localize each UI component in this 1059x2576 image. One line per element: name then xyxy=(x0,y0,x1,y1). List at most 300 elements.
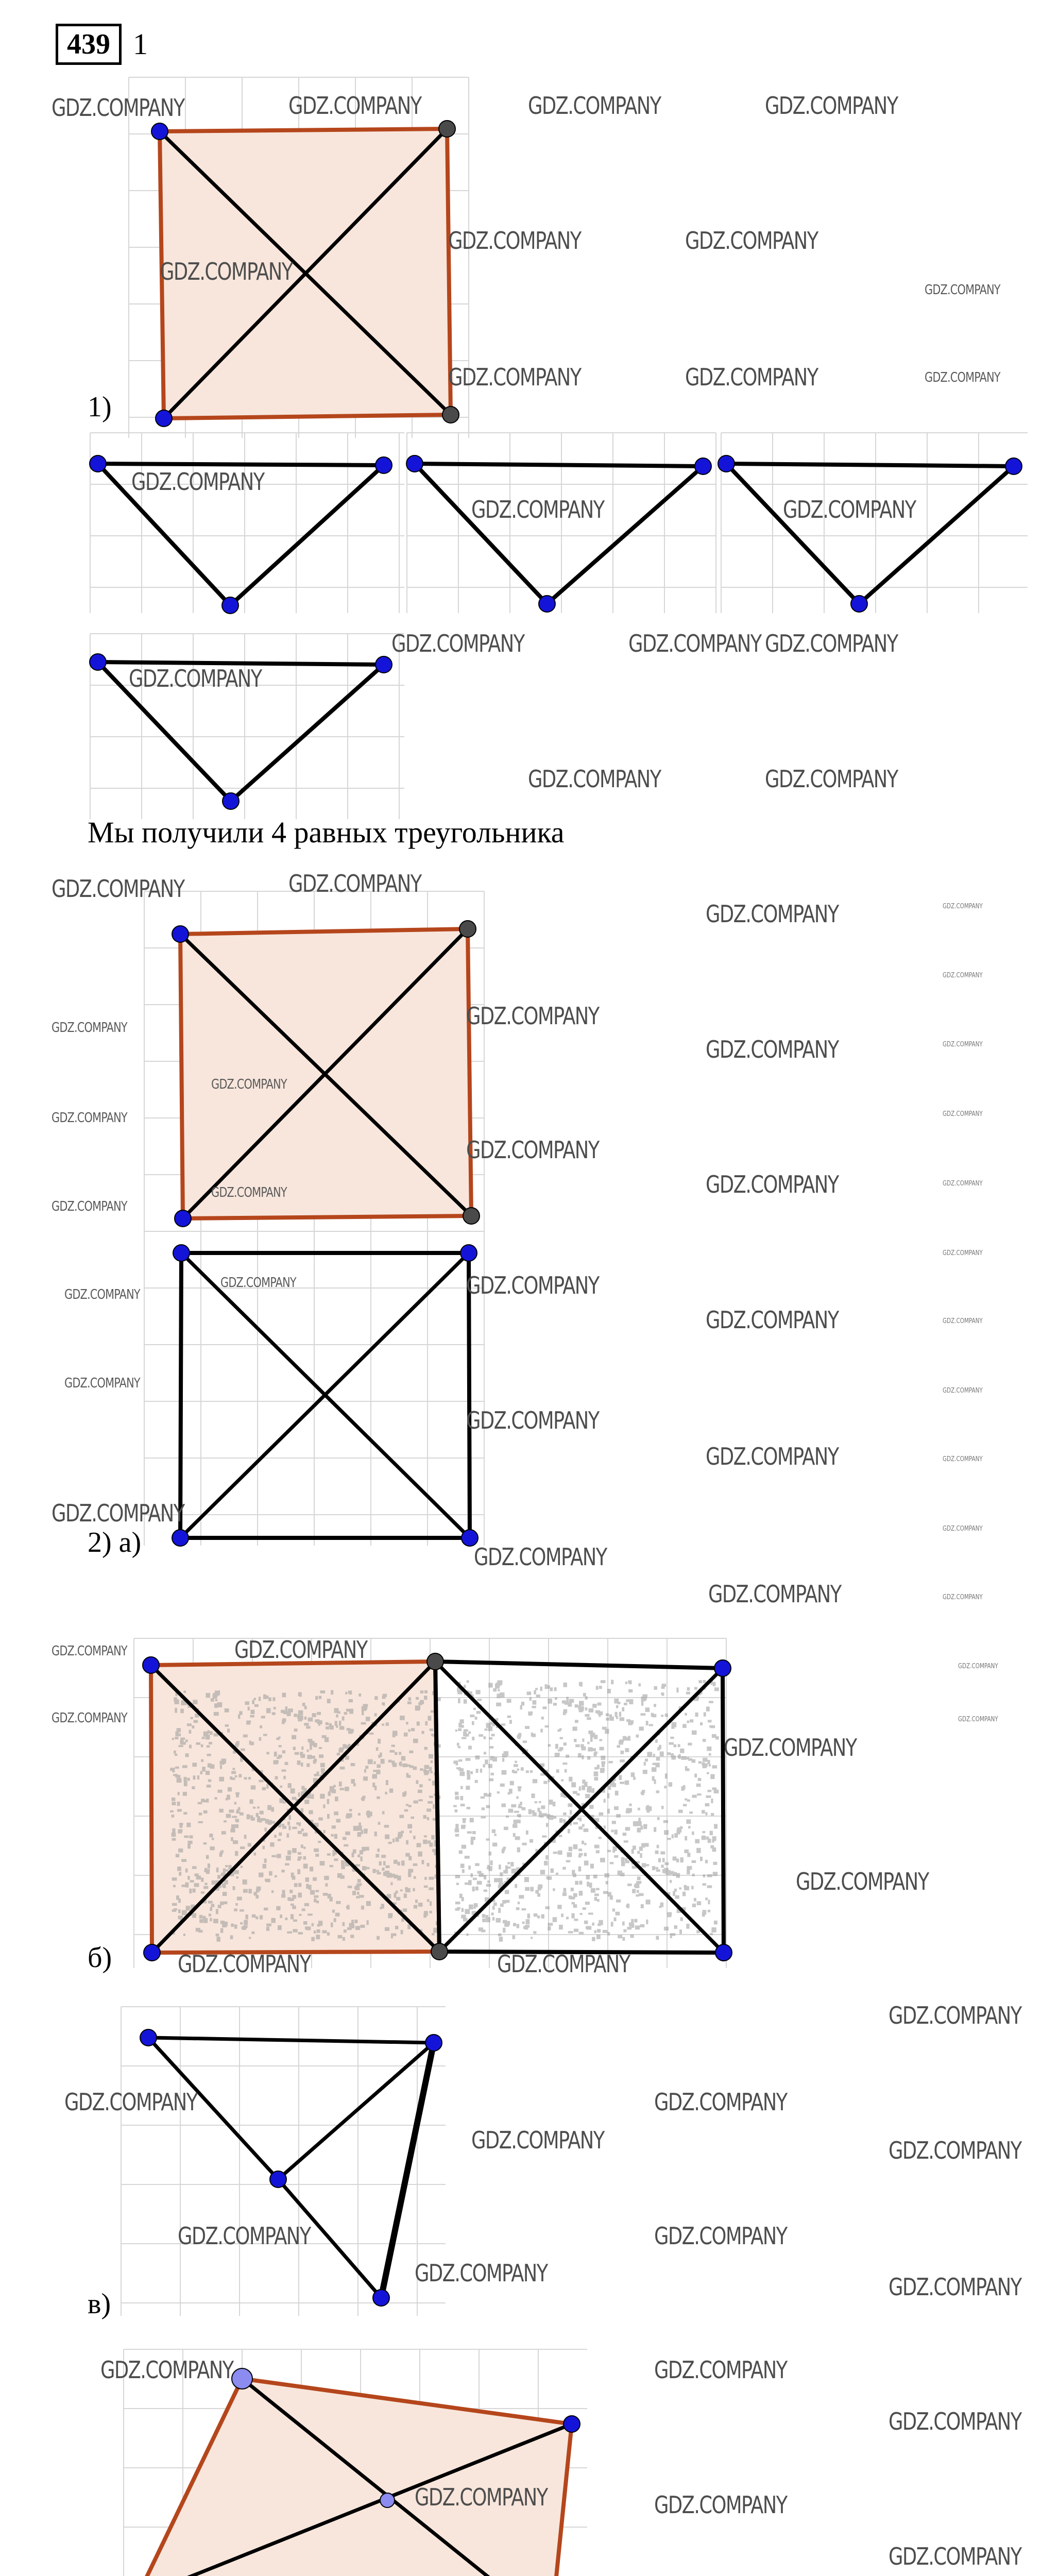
watermark-text: GDZ.COMPANY xyxy=(466,1406,599,1434)
scan-noise xyxy=(555,1753,559,1757)
scan-noise xyxy=(610,1862,614,1864)
scan-noise xyxy=(316,1901,319,1903)
scan-noise xyxy=(460,1796,464,1800)
scan-noise xyxy=(216,1934,219,1936)
scan-noise xyxy=(402,1764,407,1767)
scan-noise xyxy=(455,1828,459,1833)
scan-noise xyxy=(329,1723,332,1727)
scan-noise xyxy=(418,1852,422,1857)
scan-noise xyxy=(672,1722,677,1727)
vertex-point-icon xyxy=(156,410,172,427)
scan-noise xyxy=(315,1890,319,1892)
scan-noise xyxy=(681,1756,686,1760)
scan-noise xyxy=(403,1908,407,1912)
scan-noise xyxy=(703,1758,707,1762)
scan-noise xyxy=(571,1888,574,1891)
scan-noise xyxy=(308,1913,313,1916)
scan-noise xyxy=(274,1707,276,1709)
scan-noise xyxy=(287,1850,291,1855)
scan-noise xyxy=(334,1708,339,1713)
scan-noise xyxy=(526,1919,530,1924)
watermark-text: GDZ.COMPANY xyxy=(654,2222,787,2250)
scan-noise xyxy=(694,1898,696,1902)
scan-noise xyxy=(183,1792,187,1796)
scan-noise xyxy=(266,1927,269,1931)
scan-noise xyxy=(656,1762,660,1767)
scan-noise xyxy=(264,1908,268,1911)
scan-noise xyxy=(305,1878,309,1882)
scan-noise xyxy=(638,1683,641,1686)
scan-noise xyxy=(596,1935,601,1939)
scan-noise xyxy=(295,1752,299,1755)
scan-noise xyxy=(653,1763,656,1765)
scan-noise xyxy=(270,1842,275,1847)
scan-noise xyxy=(365,1766,368,1769)
watermark-text: GDZ.COMPANY xyxy=(52,1499,184,1527)
scan-noise xyxy=(684,1850,689,1853)
scan-noise xyxy=(700,1722,703,1725)
scan-noise xyxy=(385,1835,389,1839)
scan-noise xyxy=(463,1825,466,1827)
scan-noise xyxy=(579,1818,582,1822)
scan-noise xyxy=(327,1932,330,1936)
scan-noise xyxy=(600,1858,605,1862)
point-icon xyxy=(90,455,106,472)
scan-noise xyxy=(394,1860,398,1864)
scan-noise xyxy=(368,1759,373,1764)
scan-noise xyxy=(327,1814,330,1819)
scan-noise xyxy=(302,1703,305,1706)
scan-noise xyxy=(563,1819,566,1822)
scan-noise xyxy=(218,1905,221,1908)
watermark-text: GDZ.COMPANY xyxy=(211,1077,287,1092)
scan-noise xyxy=(575,1881,578,1885)
scan-noise xyxy=(178,1849,183,1853)
scan-noise xyxy=(513,1824,517,1828)
scan-noise xyxy=(509,1720,512,1724)
scan-noise xyxy=(465,1856,470,1859)
scan-noise xyxy=(705,1860,708,1863)
scan-noise xyxy=(314,1774,317,1776)
scan-noise xyxy=(264,1858,267,1862)
scan-noise xyxy=(351,1924,354,1928)
scan-noise xyxy=(414,1905,417,1908)
scan-noise xyxy=(573,1791,577,1794)
watermark-text: GDZ.COMPANY xyxy=(765,630,898,657)
scan-noise xyxy=(237,1896,242,1900)
scan-noise xyxy=(626,1905,628,1907)
scan-noise xyxy=(423,1913,426,1918)
scan-noise xyxy=(327,1853,331,1856)
scan-noise xyxy=(687,1721,689,1723)
scan-noise xyxy=(253,1698,256,1700)
scan-noise xyxy=(223,1868,226,1873)
scan-noise xyxy=(568,1931,573,1933)
scan-noise xyxy=(231,1777,235,1780)
scan-noise xyxy=(688,1743,692,1745)
scan-noise xyxy=(664,1830,669,1835)
scan-noise xyxy=(596,1686,599,1690)
scan-noise xyxy=(282,1824,284,1826)
scan-noise xyxy=(499,1880,501,1885)
scan-noise xyxy=(429,1877,434,1880)
scan-noise xyxy=(221,1759,226,1763)
scan-noise xyxy=(632,1889,636,1893)
scan-noise xyxy=(235,1903,238,1906)
watermark-text: GDZ.COMPANY xyxy=(943,1594,983,1601)
watermark-text: GDZ.COMPANY xyxy=(654,2356,787,2384)
scan-noise xyxy=(502,1848,505,1852)
scan-noise xyxy=(462,1737,466,1739)
scan-noise xyxy=(220,1928,223,1933)
scan-noise xyxy=(355,1926,360,1930)
scan-noise xyxy=(698,1680,702,1683)
scan-noise xyxy=(407,1702,412,1704)
scan-noise xyxy=(351,1920,354,1924)
scan-noise xyxy=(604,1873,609,1877)
scan-noise xyxy=(527,1913,531,1918)
scan-noise xyxy=(625,1682,627,1684)
scan-noise xyxy=(707,1760,710,1765)
scan-noise xyxy=(244,1920,248,1925)
scan-noise xyxy=(633,1821,638,1826)
scan-noise xyxy=(240,1846,245,1849)
scan-noise xyxy=(425,1721,428,1725)
scan-noise xyxy=(553,1802,556,1806)
scan-noise xyxy=(579,1891,583,1896)
watermark-text: GDZ.COMPANY xyxy=(685,363,818,391)
scan-noise xyxy=(388,1760,392,1762)
scan-noise xyxy=(429,1842,433,1846)
scan-noise xyxy=(596,1888,600,1890)
scan-noise xyxy=(391,1744,395,1747)
scan-noise xyxy=(565,1769,567,1773)
scan-noise xyxy=(535,1890,539,1893)
scan-noise xyxy=(470,1873,473,1877)
scan-noise xyxy=(318,1841,321,1843)
scan-noise xyxy=(455,1902,460,1904)
scan-noise xyxy=(480,1769,482,1773)
scan-noise xyxy=(631,1919,634,1924)
scan-noise xyxy=(199,1919,203,1923)
scan-noise xyxy=(315,1696,318,1700)
point-icon xyxy=(539,596,555,612)
scan-noise xyxy=(606,1881,608,1885)
scan-noise xyxy=(382,1724,384,1726)
point-icon xyxy=(431,1943,448,1960)
scan-noise xyxy=(653,1754,655,1757)
scan-noise xyxy=(292,1895,296,1899)
scan-noise xyxy=(357,1832,362,1837)
scan-noise xyxy=(526,1770,529,1773)
scan-noise xyxy=(496,1683,500,1687)
scan-noise xyxy=(585,1714,589,1717)
scan-noise xyxy=(563,1683,567,1687)
scan-noise xyxy=(372,1869,375,1873)
scan-noise xyxy=(207,1754,211,1756)
scan-noise xyxy=(417,1721,420,1725)
scan-noise xyxy=(172,1909,177,1912)
scan-noise xyxy=(255,1917,258,1920)
scan-noise xyxy=(574,1929,578,1932)
scan-noise xyxy=(319,1747,322,1749)
scan-noise xyxy=(500,1692,505,1698)
scan-noise xyxy=(455,1908,459,1911)
scan-noise xyxy=(346,1709,350,1711)
scan-noise xyxy=(470,1771,473,1774)
scan-noise xyxy=(607,1932,610,1936)
scan-noise xyxy=(340,1767,345,1770)
scan-noise xyxy=(182,1910,187,1916)
scan-noise xyxy=(660,1903,663,1907)
scan-noise xyxy=(611,1922,613,1926)
scan-noise xyxy=(579,1786,581,1791)
scan-noise xyxy=(597,1702,602,1705)
scan-noise xyxy=(484,1793,487,1796)
scan-noise xyxy=(266,1784,268,1788)
scan-noise xyxy=(313,1877,317,1881)
scan-noise xyxy=(389,1788,393,1793)
scan-noise xyxy=(388,1913,392,1918)
scan-noise xyxy=(587,1788,590,1792)
scan-noise xyxy=(641,1825,643,1829)
scan-noise xyxy=(522,1843,526,1845)
scan-noise xyxy=(278,1755,282,1758)
scan-noise xyxy=(578,1753,582,1758)
scan-noise xyxy=(409,1831,412,1833)
scan-noise xyxy=(705,1812,707,1815)
scan-noise xyxy=(672,1834,674,1838)
scan-noise xyxy=(418,1790,422,1793)
scan-noise xyxy=(170,1810,174,1812)
watermark-text: GDZ.COMPANY xyxy=(943,972,983,979)
scan-noise xyxy=(250,1742,254,1745)
scan-noise xyxy=(404,1809,408,1812)
scan-noise xyxy=(279,1745,282,1747)
scan-noise xyxy=(324,1737,329,1742)
scan-noise xyxy=(415,1900,418,1903)
scan-noise xyxy=(482,1914,485,1918)
scan-noise xyxy=(468,1880,472,1885)
scan-noise xyxy=(260,1725,262,1728)
scan-noise xyxy=(268,1698,271,1701)
scan-noise xyxy=(639,1726,644,1731)
scan-noise xyxy=(379,1861,382,1866)
scan-noise xyxy=(357,1855,360,1858)
scan-noise xyxy=(312,1713,316,1717)
scan-noise xyxy=(314,1930,316,1934)
scan-noise xyxy=(423,1769,426,1773)
scan-noise xyxy=(280,1786,282,1788)
scan-noise xyxy=(344,1929,347,1933)
scan-noise xyxy=(561,1779,563,1781)
scan-noise xyxy=(455,1796,459,1800)
scan-noise xyxy=(183,1934,185,1936)
scan-noise xyxy=(455,1834,459,1837)
scan-noise xyxy=(405,1853,410,1857)
scan-noise xyxy=(193,1700,197,1704)
scan-noise xyxy=(349,1809,352,1811)
watermark-text: GDZ.COMPANY xyxy=(889,2543,1021,2570)
scan-noise xyxy=(620,1717,624,1721)
scan-noise xyxy=(586,1876,589,1879)
scan-noise xyxy=(709,1701,713,1703)
scan-noise xyxy=(203,1810,208,1814)
scan-noise xyxy=(692,1860,696,1863)
scan-noise xyxy=(264,1827,266,1831)
scan-noise xyxy=(376,1770,380,1774)
scan-noise xyxy=(540,1687,542,1691)
scan-noise xyxy=(485,1915,488,1920)
scan-noise xyxy=(656,1790,659,1793)
scan-noise xyxy=(518,1806,523,1808)
scan-noise xyxy=(240,1909,244,1911)
scan-noise xyxy=(622,1922,625,1926)
scan-noise xyxy=(274,1760,278,1764)
scan-noise xyxy=(670,1880,672,1883)
scan-noise xyxy=(573,1893,577,1897)
scan-noise xyxy=(291,1788,295,1793)
scan-noise xyxy=(575,1744,580,1748)
scan-noise xyxy=(282,1890,285,1894)
scan-noise xyxy=(308,1739,312,1742)
scan-noise xyxy=(686,1924,689,1929)
scan-noise xyxy=(302,1908,305,1911)
scan-noise xyxy=(573,1844,578,1850)
scan-noise xyxy=(322,1930,327,1934)
scan-noise xyxy=(429,1778,431,1781)
scan-noise xyxy=(350,1935,354,1938)
scan-noise xyxy=(255,1895,259,1899)
scan-noise xyxy=(262,1787,266,1790)
scan-noise xyxy=(386,1780,388,1785)
scan-noise xyxy=(594,1893,599,1896)
scan-noise xyxy=(190,1835,193,1838)
scan-noise xyxy=(601,1756,605,1760)
scan-noise xyxy=(424,1690,428,1693)
scan-noise xyxy=(484,1728,487,1731)
scan-noise xyxy=(525,1887,530,1891)
watermark-text: GDZ.COMPANY xyxy=(796,1868,929,1895)
scan-noise xyxy=(548,1699,552,1704)
scan-noise xyxy=(223,1892,227,1896)
scan-noise xyxy=(401,1756,405,1761)
scan-noise xyxy=(619,1711,621,1717)
scan-noise xyxy=(710,1774,714,1779)
scan-noise xyxy=(624,1858,627,1861)
scan-noise xyxy=(491,1734,495,1736)
scan-noise xyxy=(578,1867,582,1872)
scan-noise xyxy=(680,1749,684,1753)
scan-noise xyxy=(292,1848,297,1853)
scan-noise xyxy=(217,1702,223,1707)
scan-noise xyxy=(326,1726,329,1730)
watermark-text: GDZ.COMPANY xyxy=(52,1020,127,1036)
scan-noise xyxy=(324,1876,329,1880)
scan-noise xyxy=(172,1768,175,1772)
label-part-2v: в) xyxy=(88,2288,111,2320)
scan-noise xyxy=(430,1901,432,1906)
watermark-text: GDZ.COMPANY xyxy=(448,363,581,391)
scan-noise xyxy=(665,1714,668,1717)
point-icon xyxy=(463,1208,480,1224)
scan-noise xyxy=(249,1799,253,1804)
scan-noise xyxy=(569,1846,572,1851)
scan-noise xyxy=(588,1731,593,1734)
point-icon xyxy=(144,1944,160,1961)
scan-noise xyxy=(677,1827,681,1833)
scan-noise xyxy=(204,1868,207,1871)
scan-noise xyxy=(202,1737,205,1739)
scan-noise xyxy=(492,1829,496,1833)
scan-noise xyxy=(609,1783,612,1786)
scan-noise xyxy=(352,1853,354,1857)
scan-noise xyxy=(692,1904,696,1907)
scan-noise xyxy=(399,1815,404,1818)
scan-noise xyxy=(663,1820,668,1823)
scan-noise xyxy=(634,1919,637,1922)
watermark-text: GDZ.COMPANY xyxy=(765,92,898,120)
vertex-point-icon xyxy=(232,2368,252,2389)
scan-noise xyxy=(697,1793,702,1795)
scan-noise xyxy=(361,1906,364,1910)
scan-noise xyxy=(185,1753,189,1757)
scan-noise xyxy=(640,1713,645,1716)
scan-noise xyxy=(612,1846,617,1851)
scan-noise xyxy=(489,1746,493,1749)
watermark-text: GDZ.COMPANY xyxy=(925,370,1000,385)
scan-noise xyxy=(427,1817,429,1820)
scan-noise xyxy=(288,1783,292,1788)
scan-noise xyxy=(423,1840,427,1844)
scan-noise xyxy=(502,1758,504,1762)
scan-noise xyxy=(712,1765,718,1768)
scan-noise xyxy=(223,1902,227,1905)
scan-noise xyxy=(463,1732,467,1737)
scan-noise xyxy=(415,1705,420,1710)
scan-noise xyxy=(457,1743,459,1746)
scan-noise xyxy=(578,1705,581,1709)
scan-noise xyxy=(500,1872,503,1876)
scan-noise xyxy=(456,1883,459,1885)
scan-noise xyxy=(643,1824,647,1829)
scan-noise xyxy=(201,1744,203,1748)
scan-noise xyxy=(569,1699,574,1703)
scan-noise xyxy=(186,1906,191,1911)
scan-noise xyxy=(557,1905,561,1909)
scan-noise xyxy=(565,1701,569,1705)
scan-noise xyxy=(628,1689,633,1692)
watermark-text: GDZ.COMPANY xyxy=(654,2088,787,2116)
scan-noise xyxy=(494,1834,497,1836)
scan-noise xyxy=(599,1739,602,1741)
scan-noise xyxy=(358,1813,361,1816)
scan-noise xyxy=(500,1680,502,1684)
scan-noise xyxy=(318,1723,320,1725)
watermark-text: GDZ.COMPANY xyxy=(129,665,262,692)
scan-noise xyxy=(377,1849,380,1852)
scan-noise xyxy=(484,1875,486,1879)
scan-noise xyxy=(331,1834,333,1837)
scan-noise xyxy=(711,1799,713,1803)
scan-noise xyxy=(289,1890,293,1893)
scan-noise xyxy=(399,1762,401,1765)
scan-noise xyxy=(233,1840,238,1844)
scan-noise xyxy=(206,1771,210,1775)
scan-noise xyxy=(303,1846,305,1849)
scan-noise xyxy=(463,1918,468,1922)
scan-noise xyxy=(617,1745,620,1748)
